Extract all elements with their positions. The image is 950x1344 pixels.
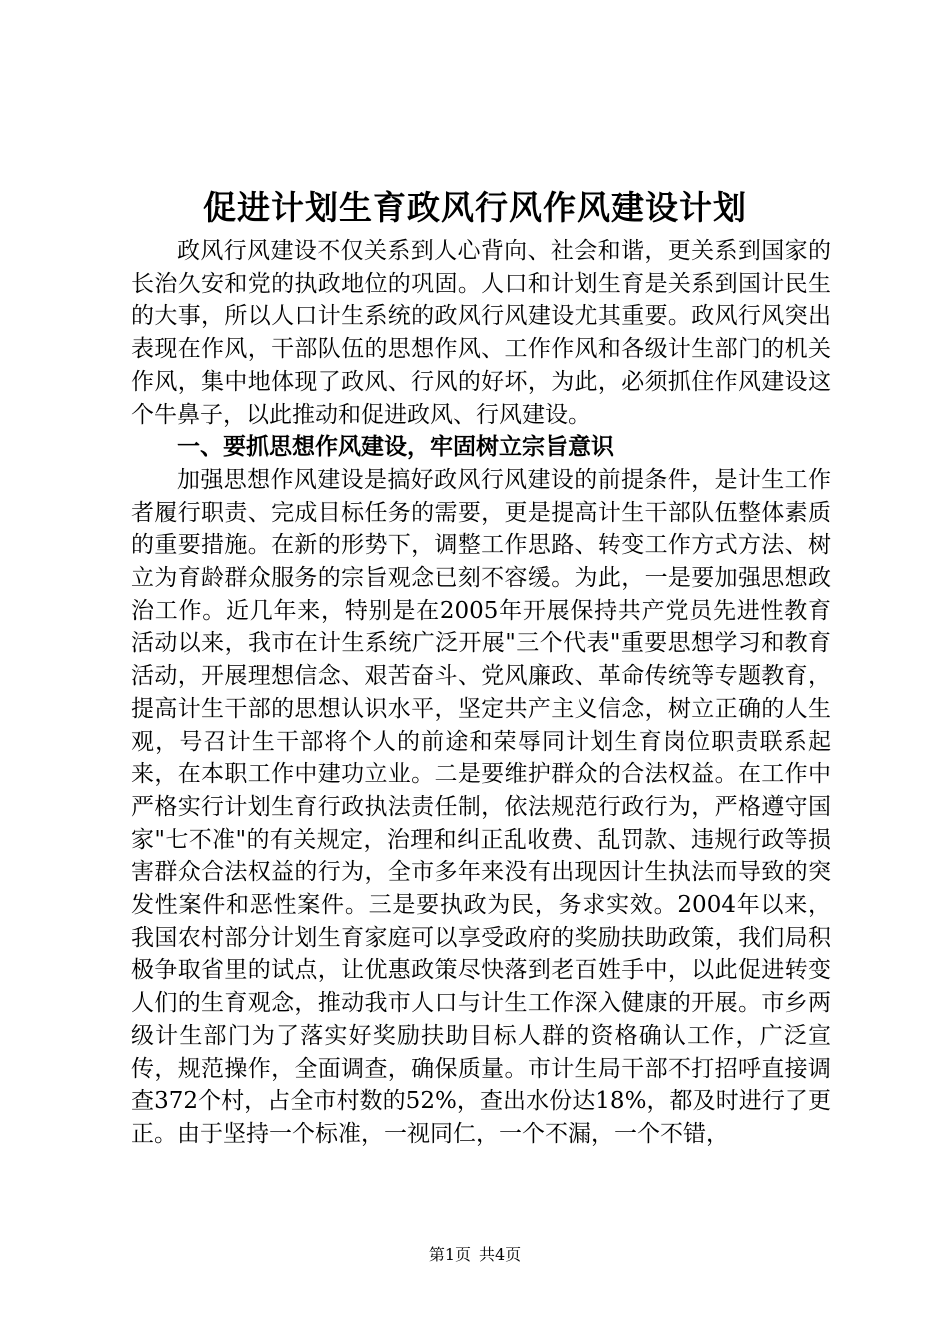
document-body — [131, 235, 831, 1151]
document-title: 促进计划生育政风行风作风建设计划 — [203, 188, 747, 227]
body-paragraph: 政风行风建设不仅关系到人心背向、社会和谐，更关系到国家的长治久安和党的执政地位的巩固。人口和计划生育是关系到国计民生的大事，所以人口计生系统的政风行风建设尤其重要。政风行风突出表现在作风，干部队伍的思想作风、工作作风和各级计生部门的机关作风，集中地体现了政风、行风的好坏，为此，必须抓住作风建设这个牛鼻子，以此推动和促进政风、行风建设。 — [131, 238, 831, 428]
section-heading: 一、要抓思想作风建设，牢固树立宗旨意识 — [177, 433, 614, 461]
body-paragraph: 加强思想作风建设是搞好政风行风建设的前提条件，是计生工作者履行职责、完成目标任务的需要，更是提高计生干部队伍整体素质的重要措施。在新的形势下，调整工作思路、转变工作方式方法、树立为育龄群众服务的宗旨观念已刻不容缓。为此，一是要加强思想政治工作。近几年来，特别是在2005年开展保持共产党员先进性教育活动以来，我市在计生系统广泛开展"三个代表"重要思想学习和教育活动，开展理想信念、艰苦奋斗、党风廉政、革命传统等专题教育，提高计生干部的思想认识水平，坚定共产主义信念，树立正确的人生观，号召计生干部将个人的前途和荣辱同计划生育岗位职责联系起来，在本职工作中建功立业。二是要维护群众的合法权益。在工作中严格实行计划生育行政执法责任制，依法规范行政行为，严格遵守国家"七不准"的有关规定，治理和纠正乱收费、乱罚款、违规行政等损害群众合法权益的行为，全市多年来没有出现因计生执法而导致的突发性案件和恶性案件。三是要执政为民，务求实效。2004年以来，我国农村部分计划生育家庭可以享受政府的奖励扶助政策，我们局积极争取省里的试点，让优惠政策尽快落到老百姓手中，以此促进转变人们的生育观念，推动我市人口与计生工作深入健康的开展。市乡两级计生部门为了落实好奖励扶助目标人群的资格确认工作，广泛宣传，规范操作，全面调查，确保质量。市计生局干部不打招呼直接调查372个村，占全市村数的52%，查出水份达18%，都及时进行了更正。由于坚持一个标准，一视同仁，一个不漏，一个不错， — [131, 466, 831, 1147]
page-total: 共4页 — [479, 1245, 522, 1264]
page-number: 第1页 — [428, 1245, 471, 1264]
page-footer — [0, 1245, 950, 1265]
